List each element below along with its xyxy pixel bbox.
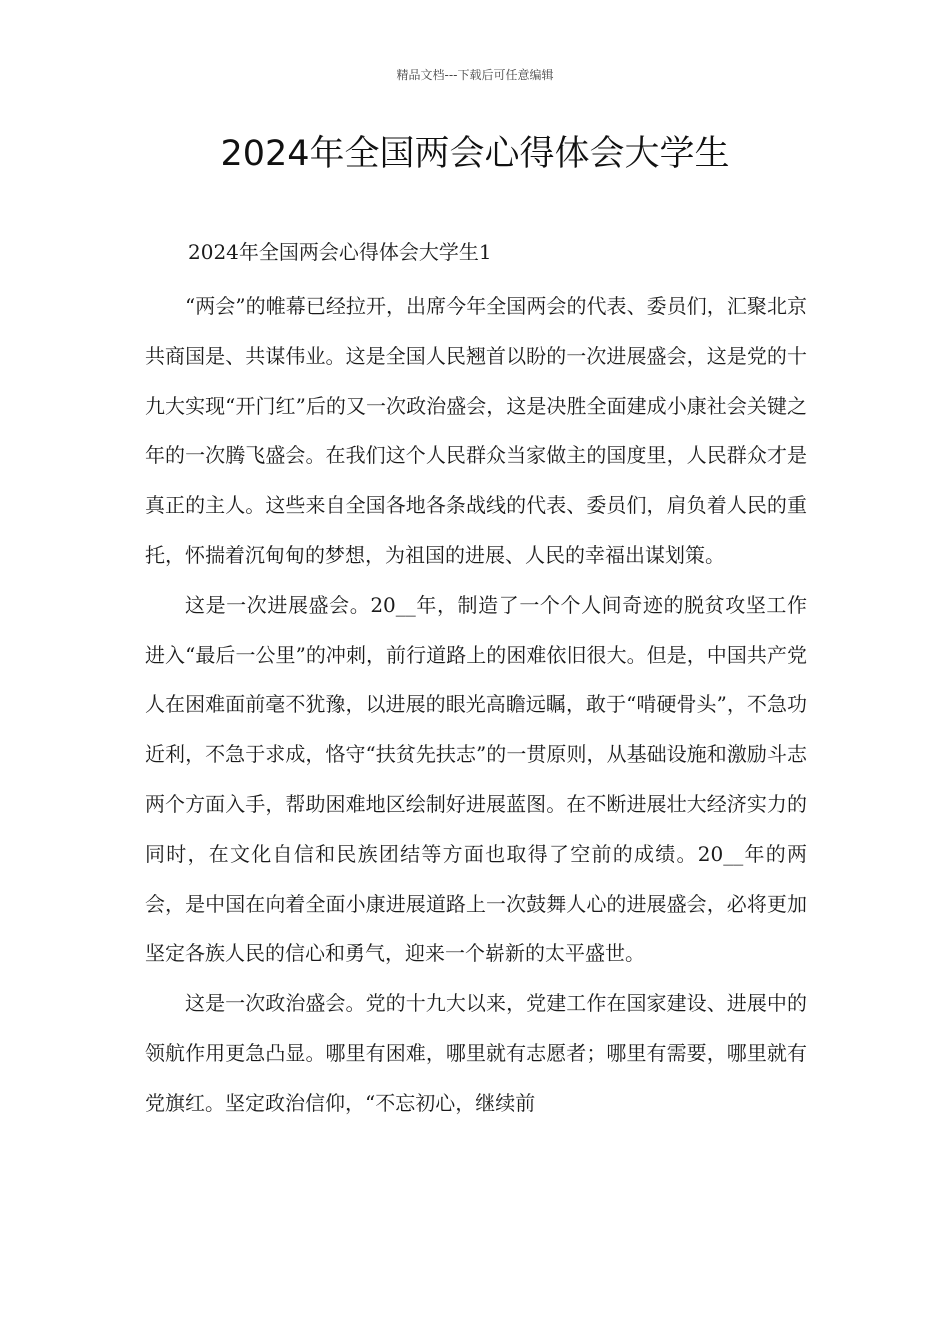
- document-subtitle: 2024年全国两会心得体会大学生1: [188, 240, 492, 264]
- paragraph-1: “两会”的帷幕已经拉开，出席今年全国两会的代表、委员们，汇聚北京共商国是、共谋伟业。这是全国人民翘首以盼的一次进展盛会，这是党的十九大实现“开门红”后的又一次政治盛会，这是决胜全面建成小康社会关键之年的一次腾飞盛会。在我们这个人民群众当家做主的国度里，人民群众才是真正的主人。这些来自全国各地各条战线的代表、委员们，肩负着人民的重托，怀揣着沉甸甸的梦想，为祖国的进展、人民的幸福出谋划策。: [145, 294, 807, 567]
- document-body: [145, 282, 807, 1129]
- page-header-note: 精品文档---下载后可任意编辑: [396, 68, 554, 82]
- document-title: 2024年全国两会心得体会大学生: [220, 134, 730, 174]
- paragraph-3: 这是一次政治盛会。党的十九大以来，党建工作在国家建设、进展中的领航作用更急凸显。哪里有困难，哪里就有志愿者；哪里有需要，哪里就有党旗红。坚定政治信仰，“不忘初心，继续前: [145, 991, 807, 1115]
- paragraph-2: 这是一次进展盛会。20__年，制造了一个个人间奇迹的脱贫攻坚工作进入“最后一公里”的冲刺，前行道路上的困难依旧很大。但是，中国共产党人在困难面前毫不犹豫，以进展的眼光高瞻远瞩，敢于“啃硬骨头”，不急功近利，不急于求成，恪守“扶贫先扶志”的一贯原则，从基础设施和激励斗志两个方面入手，帮助困难地区绘制好进展蓝图。在不断进展壮大经济实力的同时，在文化自信和民族团结等方面也取得了空前的成绩。20__年的两会，是中国在向着全面小康进展道路上一次鼓舞人心的进展盛会，必将更加坚定各族人民的信心和勇气，迎来一个崭新的太平盛世。: [145, 592, 807, 966]
